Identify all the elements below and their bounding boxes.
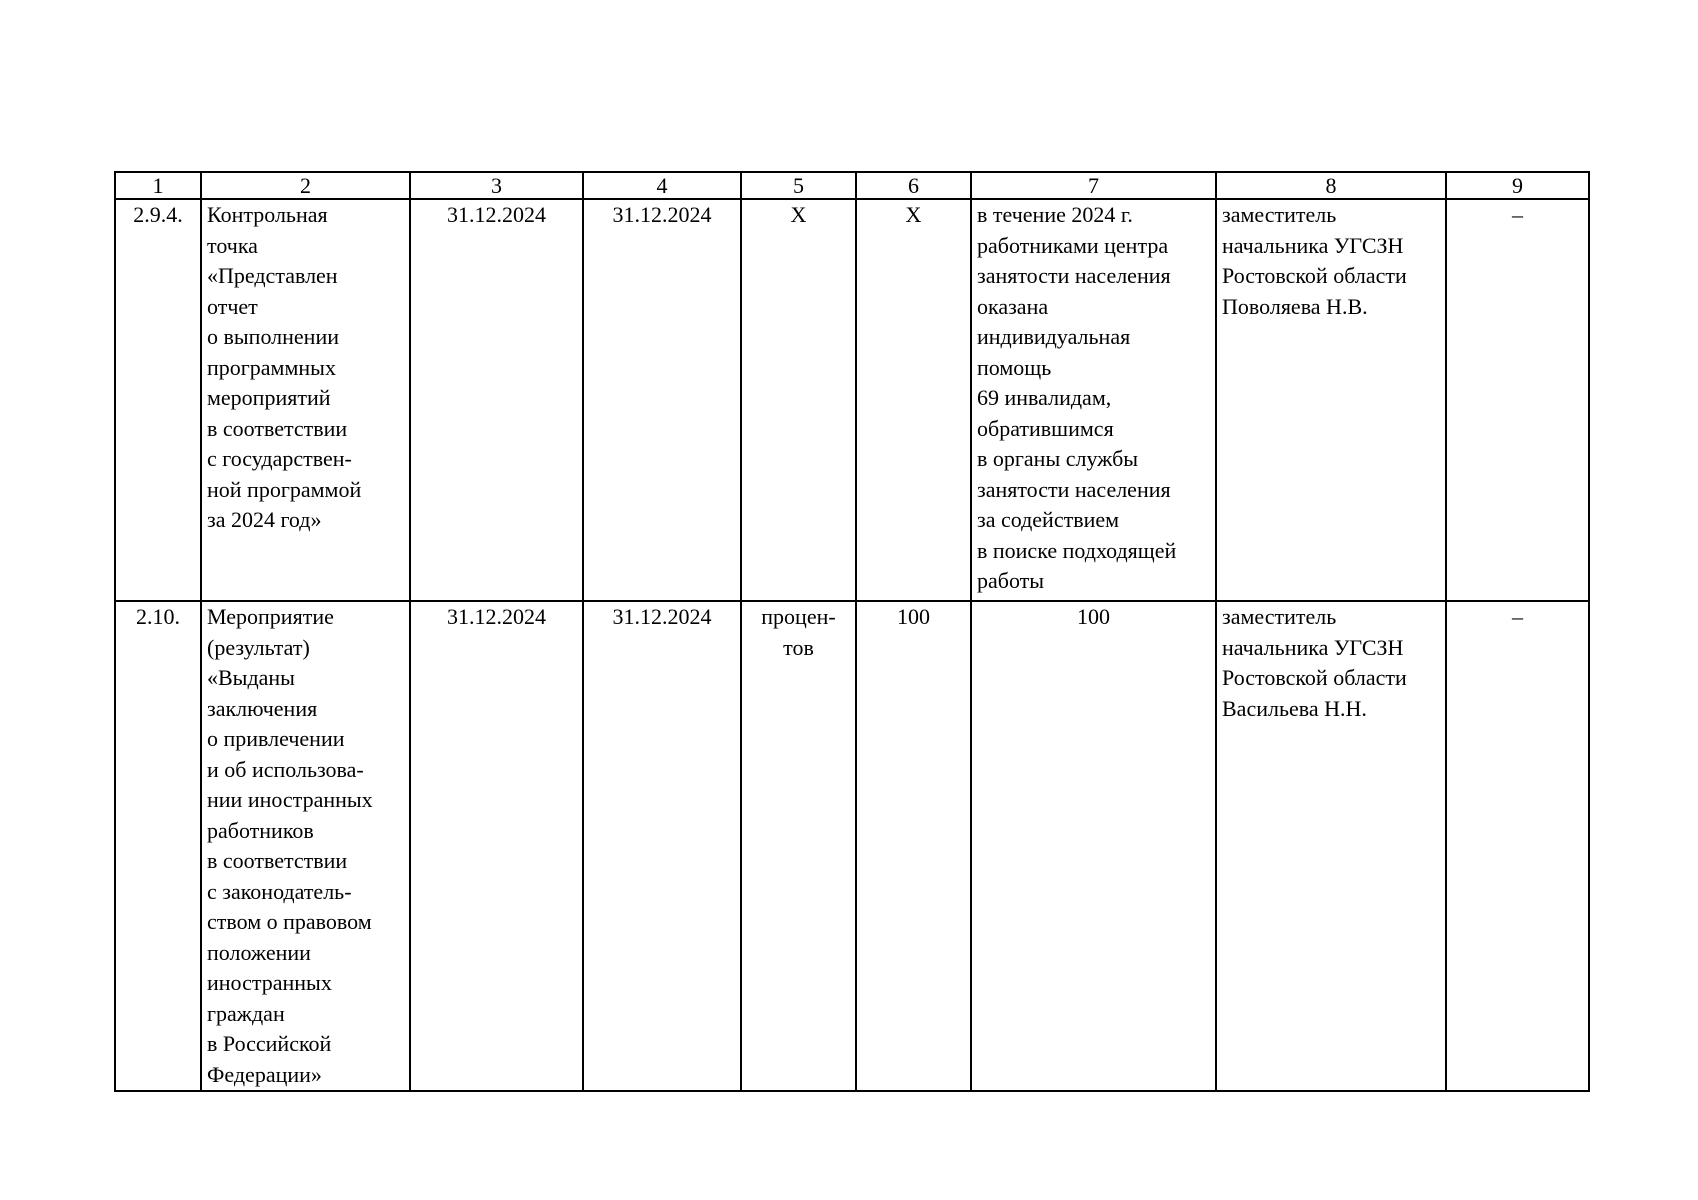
column-header-8: 8 <box>1216 172 1446 199</box>
row-plan: 100 <box>856 601 971 1091</box>
column-header-2: 2 <box>201 172 410 199</box>
row-end-date: 31.12.2024 <box>583 601 741 1091</box>
column-header-9: 9 <box>1446 172 1589 199</box>
row-start-date: 31.12.2024 <box>410 199 583 601</box>
table-row <box>115 199 1589 601</box>
column-header-3: 3 <box>410 172 583 199</box>
row-name: Контрольная точка «Представлен отчет о выполнении программных мероприятий в соответствии с государствен- ной программой за 2024 год» <box>201 199 410 601</box>
table-row <box>115 601 1589 1091</box>
row-name: Мероприятие (результат) «Выданы заключения о привлечении и об использова- нии иностранных работников в соответствии с законодатель- ством о правовом положении иностранных граждан в Российской Федерации» <box>201 601 410 1091</box>
row-note: – <box>1446 601 1589 1091</box>
column-header-1: 1 <box>115 172 201 199</box>
column-header-6: 6 <box>856 172 971 199</box>
row-unit: X <box>741 199 856 601</box>
row-result: в течение 2024 г. работниками центра занятости населения оказана индивидуальная помощь 69 инвалидам, обратившимся в органы службы занятости населения за содействием в поиске подходящей работы <box>971 199 1216 601</box>
row-result: 100 <box>971 601 1216 1091</box>
row-unit: процен- тов <box>741 601 856 1091</box>
row-start-date: 31.12.2024 <box>410 601 583 1091</box>
row-number: 2.10. <box>115 601 201 1091</box>
row-number: 2.9.4. <box>115 199 201 601</box>
column-header-7: 7 <box>971 172 1216 199</box>
column-header-5: 5 <box>741 172 856 199</box>
column-number-row <box>115 172 1589 199</box>
row-responsible: заместитель начальника УГСЗН Ростовской области Поволяева Н.В. <box>1216 199 1446 601</box>
row-plan: X <box>856 199 971 601</box>
column-header-4: 4 <box>583 172 741 199</box>
row-note: – <box>1446 199 1589 601</box>
document-table <box>114 171 1590 1092</box>
row-end-date: 31.12.2024 <box>583 199 741 601</box>
row-responsible: заместитель начальника УГСЗН Ростовской области Васильева Н.Н. <box>1216 601 1446 1091</box>
